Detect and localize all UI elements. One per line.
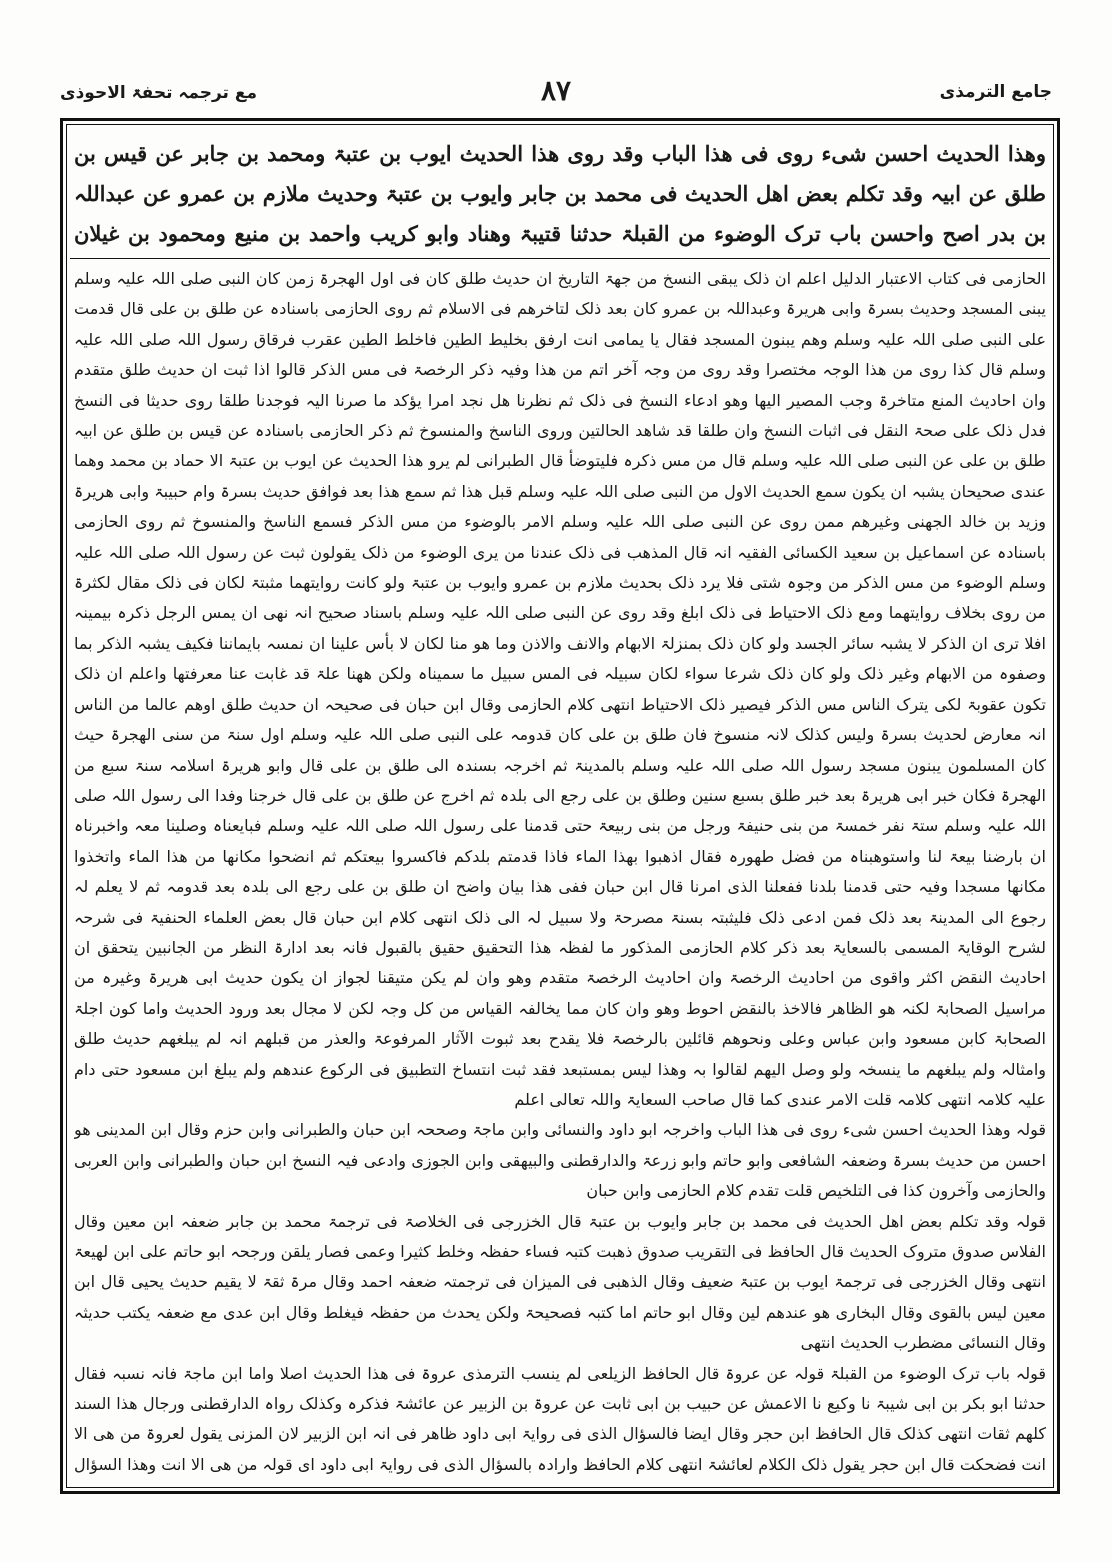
book-subtitle: مع ترجمہ تحفۃ الاحوذی	[60, 83, 257, 103]
commentary-paragraph: قولہ باب ترک الوضوء من القبلۃ قولہ عن عروۃ قال الحافظ الزیلعی لم ینسب الترمذی عروۃ فی ھذا الحدیث اصلا واما ابن ماجۃ فانہ نسبہ فقال حدثنا ابو بکر بن ابی شیبۃ نا وکیع نا الاعمش عن حبیب بن ابی ثابت عن عروۃ بن الزبیر عن عائشۃ فذکرہ وکذلک رواہ الدارقطنی ورجال ھذا السند کلھم ثقات انتھی کذلک قال الحافظ ابن حجر وقال ایضا فالسؤال الذی فی روایۃ ابی داود ظاھر فی انہ ابن الزبیر لان المزنی یقول لعروۃ من ھی الا انت فضحکت قال ابن حجر یقول ذلک الکلام لعائشۃ انتھی کلام الحافظ وارادہ بالسؤال الذی فی روایۃ ابی داود ای قولہ من ھی الا انت وھذا السؤال	[74, 1363, 1046, 1474]
commentary-paragraph: قولہ وھذا الحدیث احسن شیء روی فی ھذا الباب واخرجہ ابو داود والنسائی وابن ماجۃ وصححہ ابن حبان والطبرانی وابن حزم وقال ابن المدینی ھو احسن من حدیث بسرۃ وضعفہ الشافعی وابو حاتم وابو زرعۃ والدارقطنی والبیھقی وابن الجوزی وادعی فیہ النسخ ابن حبان والطبرانی وابن العربی والحازمی وآخرون کذا فی التلخیص قلت تقدم کلام الحازمی وابن حبان	[74, 1120, 1046, 1201]
book-title: جامع الترمذی	[939, 82, 1052, 102]
page-number: ۸۷	[540, 74, 572, 107]
section-divider	[70, 258, 1050, 259]
commentary-paragraph: قولہ وقد تکلم بعض اھل الحدیث فی محمد بن جابر وایوب بن عتبۃ قال الخزرجی فی الخلاصۃ فی ترجمۃ محمد بن جابر ضعفہ ابن معین وقال الفلاس صدوق متروک الحدیث قال الحافظ فی التقریب صدوق ذھبت کتبہ فساء حفظہ وخلط کثیرا وعمی فصار یلقن ورجحہ ابو حاتم علی ابن لھیعۃ انتھی وقال الخزرجی فی ترجمۃ ایوب بن عتبۃ ضعیف وقال الذھبی فی المیزان فی ترجمتہ ضعفہ احمد وقال مرۃ ثقۃ لا یقیم حدیث یحیی قال ابن معین لیس بالقوی وقال البخاری ھو عندھم لین وقال ابو حاتم اما کتبہ فصحیحۃ ولکن یحدث من حفظہ فیغلط وقال ابن عدی مع ضعفہ یکتب حدیثہ وقال النسائی مضطرب الحدیث انتھی	[74, 1211, 1046, 1353]
commentary-paragraph: الحازمی فی کتاب الاعتبار الدلیل اعلم ان ذلک یبقی النسخ من جھۃ التاریخ ان حدیث طلق کان فی اول الھجرۃ زمن کان النبی صلی اللہ علیہ وسلم یبنی المسجد وحدیث بسرۃ وابی ھریرۃ وعبداللہ بن عمرو کان بعد ذلک لتاخرھم فی الاسلام ثم روی الحازمی باسنادہ عن طلق بن علی قال قدمت علی النبی صلی اللہ علیہ وسلم وھم یبنون المسجد فقال یا یمامی انت ارفق بخلیط الطین فاخلط الطین عقرب فرقاق رسول اللہ صلی اللہ علیہ وسلم قال کذا روی من ھذا الوجہ مختصرا وقد روی من وجہ آخر اتم من ھذا وفیہ ذکر الرخصۃ فی مس الذکر قالوا اذا ثبت ان حدیث طلق متقدم وان احادیث المنع متاخرۃ وجب المصیر الیھا وھو ادعاء النسخ فی ذلک ثم نظرنا ھل نجد امرا یؤکد ما صرنا الیہ فوجدنا طلقا روی حدیثا فی النسخ فدل ذلک علی صحۃ النقل فی اثبات النسخ وان طلقا قد شاھد الحالتین وروی الناسخ والمنسوخ ثم ذکر الحازمی باسنادہ عن قیس بن طلق عن ابیہ طلق بن علی عن النبی صلی اللہ علیہ وسلم قال من مس ذکرہ فلیتوضأ قال الطبرانی لم یرو ھذا الحدیث عن ایوب بن عتبۃ الا حماد بن محمد وھما عندی صحیحان یشبہ ان یکون سمع الحدیث الاول من النبی صلی اللہ علیہ وسلم قبل ھذا ثم سمع ھذا بعد فوافق حدیث بسرۃ وام حبیبۃ وابی ھریرۃ وزید بن خالد الجھنی وغیرھم ممن روی عن النبی صلی اللہ علیہ وسلم الامر بالوضوء من مس الذکر فسمع الناسخ والمنسوخ ثم روی الحازمی باسنادہ عن اسماعیل بن سعید الکسائی الفقیہ انہ قال المذھب فی ذلک عندنا من یری الوضوء من ذلک یقولون ثبت عن رسول اللہ صلی اللہ علیہ وسلم الوضوء من مس الذکر من وجوہ شتی فلا یرد ذلک بحدیث ملازم بن عمرو وایوب بن عتبۃ ولو کانت روایتھما مثبتۃ لکان فی ذلک مقال لکثرۃ من روی بخلاف روایتھما ومع ذلک الاحتیاط فی ذلک ابلغ وقد روی عن النبی صلی اللہ علیہ وسلم باسناد صحیح انہ نھی ان یمس الرجل ذکرہ بیمینہ افلا تری ان الذکر لا یشبہ سائر الجسد ولو کان ذلک بمنزلۃ الابھام والانف والاذن وما ھو منا لکان لا بأس علینا ان نمسہ بایماننا فکیف یشبہ الذکر بما وصفوہ من الابھام وغیر ذلک ولو کان ذلک شرعا سواء لکان سبیلہ فی المس سبیل ما سمیناہ ولکن ھھنا علۃ قد غابت عنا معرفتھا واعلم ان ذلک تکون عقوبۃ لکی یترک الناس مس الذکر فیصیر ذلک الاحتیاط انتھی کلام الحازمی وقال ابن حبان فی صحیحہ ان حدیث طلق اوھم عالما من الناس انہ معارض لحدیث بسرۃ ولیس کذلک لانہ منسوخ فان طلق بن علی کان قدومہ علی النبی صلی اللہ علیہ وسلم اول سنۃ من سنی الھجرۃ حیث کان المسلمون یبنون مسجد رسول اللہ صلی اللہ علیہ وسلم بالمدینۃ ثم اخرجہ بسندہ الی طلق بن علی قال وابو ھریرۃ اسلامہ سنۃ سبع من الھجرۃ فکان خبر ابی ھریرۃ بعد خبر طلق بسبع سنین وطلق بن علی رجع الی بلدہ ثم اخرج عن طلق بن علی قال خرجنا وفدا الی رسول اللہ صلی اللہ علیہ وسلم ستۃ نفر خمسۃ من بنی حنیفۃ ورجل من بنی ربیعۃ حتی قدمنا علی رسول اللہ صلی اللہ علیہ وسلم فبایعناہ وصلینا معہ واخبرناہ ان بارضنا بیعۃ لنا واستوھبناہ من فضل طھورہ فقال اذھبوا بھذا الماء فاذا قدمتم بلدکم فاکسروا بیعتکم ثم انضحوا مکانھا من ھذا الماء واتخذوا مکانھا مسجدا وفیہ حتی قدمنا بلدنا ففعلنا الذی امرنا قال ابن حبان ففی ھذا بیان واضح ان طلق بن علی رجع الی بلدہ بعد قدومہ ثم لا یعلم لہ رجوع الی المدینۃ بعد ذلک فمن ادعی ذلک فلیثبتہ بسنۃ مصرحۃ ولا سبیل لہ الی ذلک انتھی کلام ابن حبان قال بعض العلماء الحنفیۃ فی شرحہ لشرح الوقایۃ المسمی بالسعایۃ بعد ذکر کلام الحازمی المذکور ما لفظہ ھذا التحقیق حقیق بالقبول فانہ بعد ادارۃ النظر من الجانبین یتحقق ان احادیث النقض اکثر واقوی من احادیث الرخصۃ وان احادیث الرخصۃ متقدم وھو وان لم یکن متیقنا لجواز ان یکون حدیث ابی ھریرۃ وغیرہ من مراسیل الصحابۃ لکنہ ھو الظاھر فالاخذ بالنقض احوط وھو وان کان مما یخالفہ القیاس من کل وجہ لکن لا مجال بعد ورود الحدیث واما کون اجلۃ الصحابۃ کابن مسعود وابن عباس وعلی ونحوھم قائلین بالرخصۃ فلا یقدح بعد ثبوت الآثار المرفوعۃ والعذر من قبلھم انہ لم یبلغھم حدیث طلق وامثالہ ولم یبلغھم ما ینسخہ ولو وصل الیھم لقالوا بہ وھذا لیس بمستبعد فقد ثبت انتساخ التطبیق فی الرکوع عندھم ولم یبلغ ابن مسعود حتی دام علیہ کلامہ انتھی کلامہ قلت الامر عندی کما قال صاحب السعایۃ واللہ تعالی اعلم	[74, 269, 1046, 1109]
hadith-text: وھذا الحدیث احسن شیء روی فی ھذا الباب وقد روی ھذا الحدیث ایوب بن عتبۃ ومحمد بن جابر عن قیس بن طلق عن ابیہ وقد تکلم بعض اھل الحدیث فی محمد بن جابر وایوب بن عتبۃ وحدیث ملازم بن عمرو عن عبداللہ بن بدر اصح واحسن باب ترک الوضوء من القبلۃ حدثنا قتیبۃ وھناد وابو کریب واحمد بن منیع ومحمود بن غیلان	[74, 141, 1046, 246]
commentary-block	[74, 264, 1046, 1480]
page-header	[60, 72, 1052, 112]
